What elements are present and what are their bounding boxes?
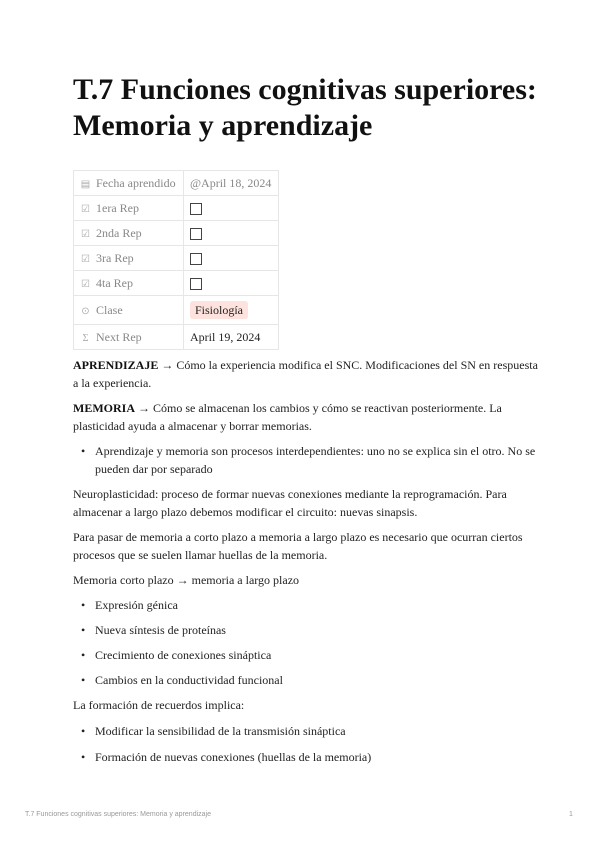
checkbox[interactable]	[190, 278, 202, 290]
term: MEMORIA	[73, 401, 135, 415]
page-number: 1	[569, 811, 573, 818]
properties-table	[73, 170, 279, 350]
property-row	[74, 196, 279, 221]
property-label: 3ra Rep	[96, 250, 134, 265]
tag-badge[interactable]: Fisiología	[190, 301, 248, 319]
paragraph	[73, 357, 543, 392]
property-label: Fecha aprendido	[96, 175, 176, 190]
footer-title: T.7 Funciones cognitivas superiores: Memoria y aprendizaje	[25, 811, 211, 818]
calendar-icon: ▤	[80, 178, 91, 190]
list-item: • Aprendizaje y memoria son procesos interdependientes: uno no se explica sin el otro. No se pueden dar por separado	[73, 443, 543, 478]
paragraph: Neuroplasticidad: proceso de formar nuevas conexiones mediante la reprogramación. Para almacenar a largo plazo debemos modificar el circuito: nuevas sinapsis.	[73, 487, 507, 519]
text: → Cómo se almacenan los cambios y cómo se reactivan posteriormente. La plasticidad ayuda a almacenar y borrar memorias.	[73, 401, 502, 433]
property-label: 1era Rep	[96, 200, 139, 215]
property-row	[74, 271, 279, 296]
list-item: • Nueva síntesis de proteínas	[73, 622, 543, 640]
paragraph: Memoria corto plazo → memoria a largo plazo	[73, 573, 300, 587]
property-row	[74, 325, 279, 350]
sigma-icon: Σ	[82, 332, 89, 344]
list-item: • Formación de nuevas conexiones (huellas de la memoria)	[73, 749, 543, 767]
property-label: Clase	[96, 302, 123, 317]
property-value: April 19, 2024	[190, 329, 261, 344]
property-label: 2nda Rep	[96, 225, 142, 240]
list-item: • Crecimiento de conexiones sináptica	[73, 647, 543, 665]
property-row	[74, 296, 279, 325]
paragraph: Para pasar de memoria a corto plazo a memoria a largo plazo es necesario que ocurran ciertos procesos que se suelen llamar huellas de la memoria.	[73, 530, 523, 562]
property-row	[74, 246, 279, 271]
property-label: 4ta Rep	[96, 275, 133, 290]
property-row	[74, 171, 279, 196]
list-item: • Modificar la sensibilidad de la transmisión sináptica	[73, 723, 543, 741]
checkbox-icon: ☑	[81, 228, 90, 240]
page-title: T.7 Funciones cognitivas superiores: Memoria y aprendizaje	[73, 73, 537, 142]
property-label: Next Rep	[96, 329, 142, 344]
paragraph: La formación de recuerdos implica:	[73, 698, 245, 712]
property-value[interactable]: @April 18, 2024	[190, 175, 272, 190]
property-row	[74, 221, 279, 246]
checkbox[interactable]	[190, 228, 202, 240]
list-item: • Expresión génica	[73, 597, 543, 615]
term: APRENDIZAJE	[73, 358, 159, 372]
select-icon: ⊙	[81, 305, 90, 317]
list-item: • Cambios en la conductividad funcional	[73, 672, 543, 690]
text: → Cómo la experiencia modifica el SNC. Modificaciones del SN en respuesta a la experiencia.	[73, 358, 538, 390]
checkbox[interactable]	[190, 203, 202, 215]
checkbox-icon: ☑	[81, 278, 90, 290]
checkbox-icon: ☑	[81, 253, 90, 265]
checkbox-icon: ☑	[81, 203, 90, 215]
paragraph	[73, 400, 543, 435]
checkbox[interactable]	[190, 253, 202, 265]
